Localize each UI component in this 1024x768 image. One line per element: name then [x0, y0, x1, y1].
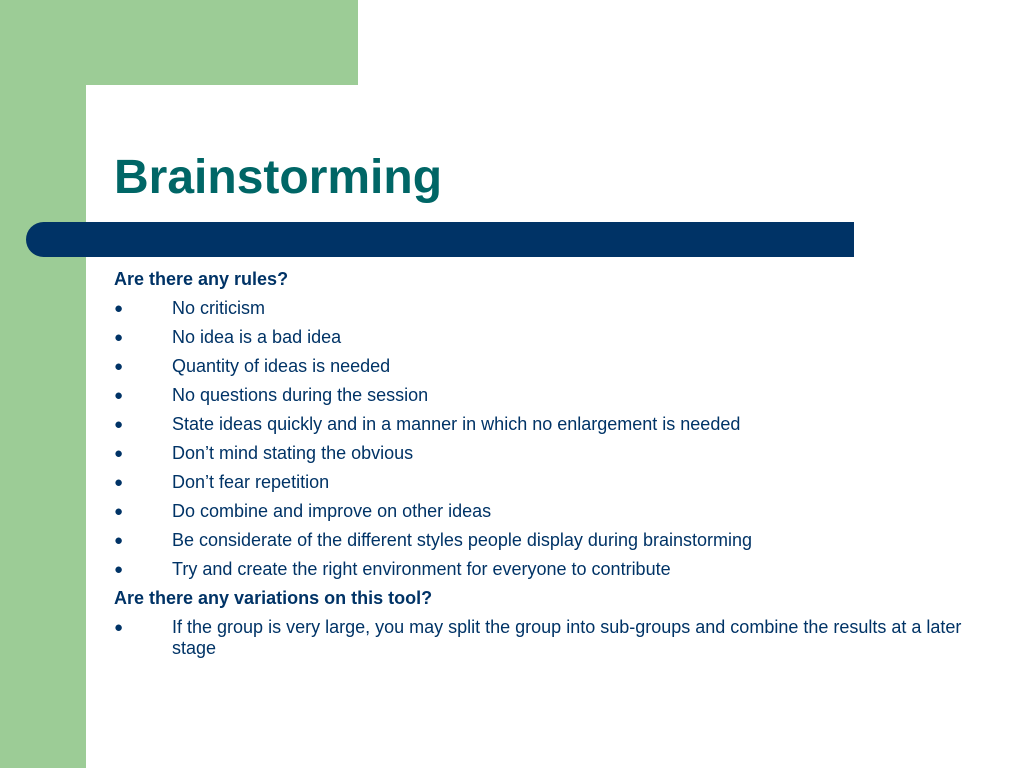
list-item-text: If the group is very large, you may split the group into sub-groups and combine the results at a later stage: [172, 617, 962, 658]
bullet-icon: ●: [114, 474, 124, 491]
top-left-panel: [0, 0, 358, 85]
list-item-text: No questions during the session: [172, 385, 429, 405]
slide-title: Brainstorming: [114, 151, 443, 204]
list-item-text: State ideas quickly and in a manner in which no enlargement is needed: [172, 414, 741, 434]
slide-body: [114, 269, 994, 667]
list-item-text: Try and create the right environment for everyone to contribute: [172, 559, 671, 579]
section-heading-rules: Are there any rules?: [114, 269, 289, 289]
side-panel: [0, 0, 86, 768]
list-item-text: Don’t fear repetition: [172, 472, 330, 492]
list-item: [114, 298, 994, 327]
list-item-text: Don’t mind stating the obvious: [172, 443, 414, 463]
list-item-text: Be considerate of the different styles people display during brainstorming: [172, 530, 753, 550]
list-item: [114, 443, 994, 472]
list-item-text: Quantity of ideas is needed: [172, 356, 391, 376]
bullet-icon: ●: [114, 503, 124, 520]
list-item: [114, 385, 994, 414]
list-item: [114, 501, 994, 530]
bullet-icon: ●: [114, 329, 124, 346]
list-item-text: No criticism: [172, 298, 265, 318]
list-item: [114, 472, 994, 501]
bullet-icon: ●: [114, 416, 124, 433]
list-item: [114, 414, 994, 443]
bullet-icon: ●: [114, 358, 124, 375]
list-item-text: No idea is a bad idea: [172, 327, 342, 347]
section-heading-variations: Are there any variations on this tool?: [114, 588, 433, 608]
list-item-text: Do combine and improve on other ideas: [172, 501, 492, 521]
list-item: [114, 617, 994, 667]
title-accent-bar: [26, 222, 854, 257]
list-item: [114, 356, 994, 385]
bullet-icon: ●: [114, 532, 124, 549]
bullet-icon: ●: [114, 387, 124, 404]
bullet-icon: ●: [114, 300, 124, 317]
list-item: [114, 327, 994, 356]
bullet-icon: ●: [114, 619, 124, 636]
list-item: [114, 530, 994, 559]
bullet-icon: ●: [114, 445, 124, 462]
bullet-icon: ●: [114, 561, 124, 578]
list-item: [114, 559, 994, 588]
